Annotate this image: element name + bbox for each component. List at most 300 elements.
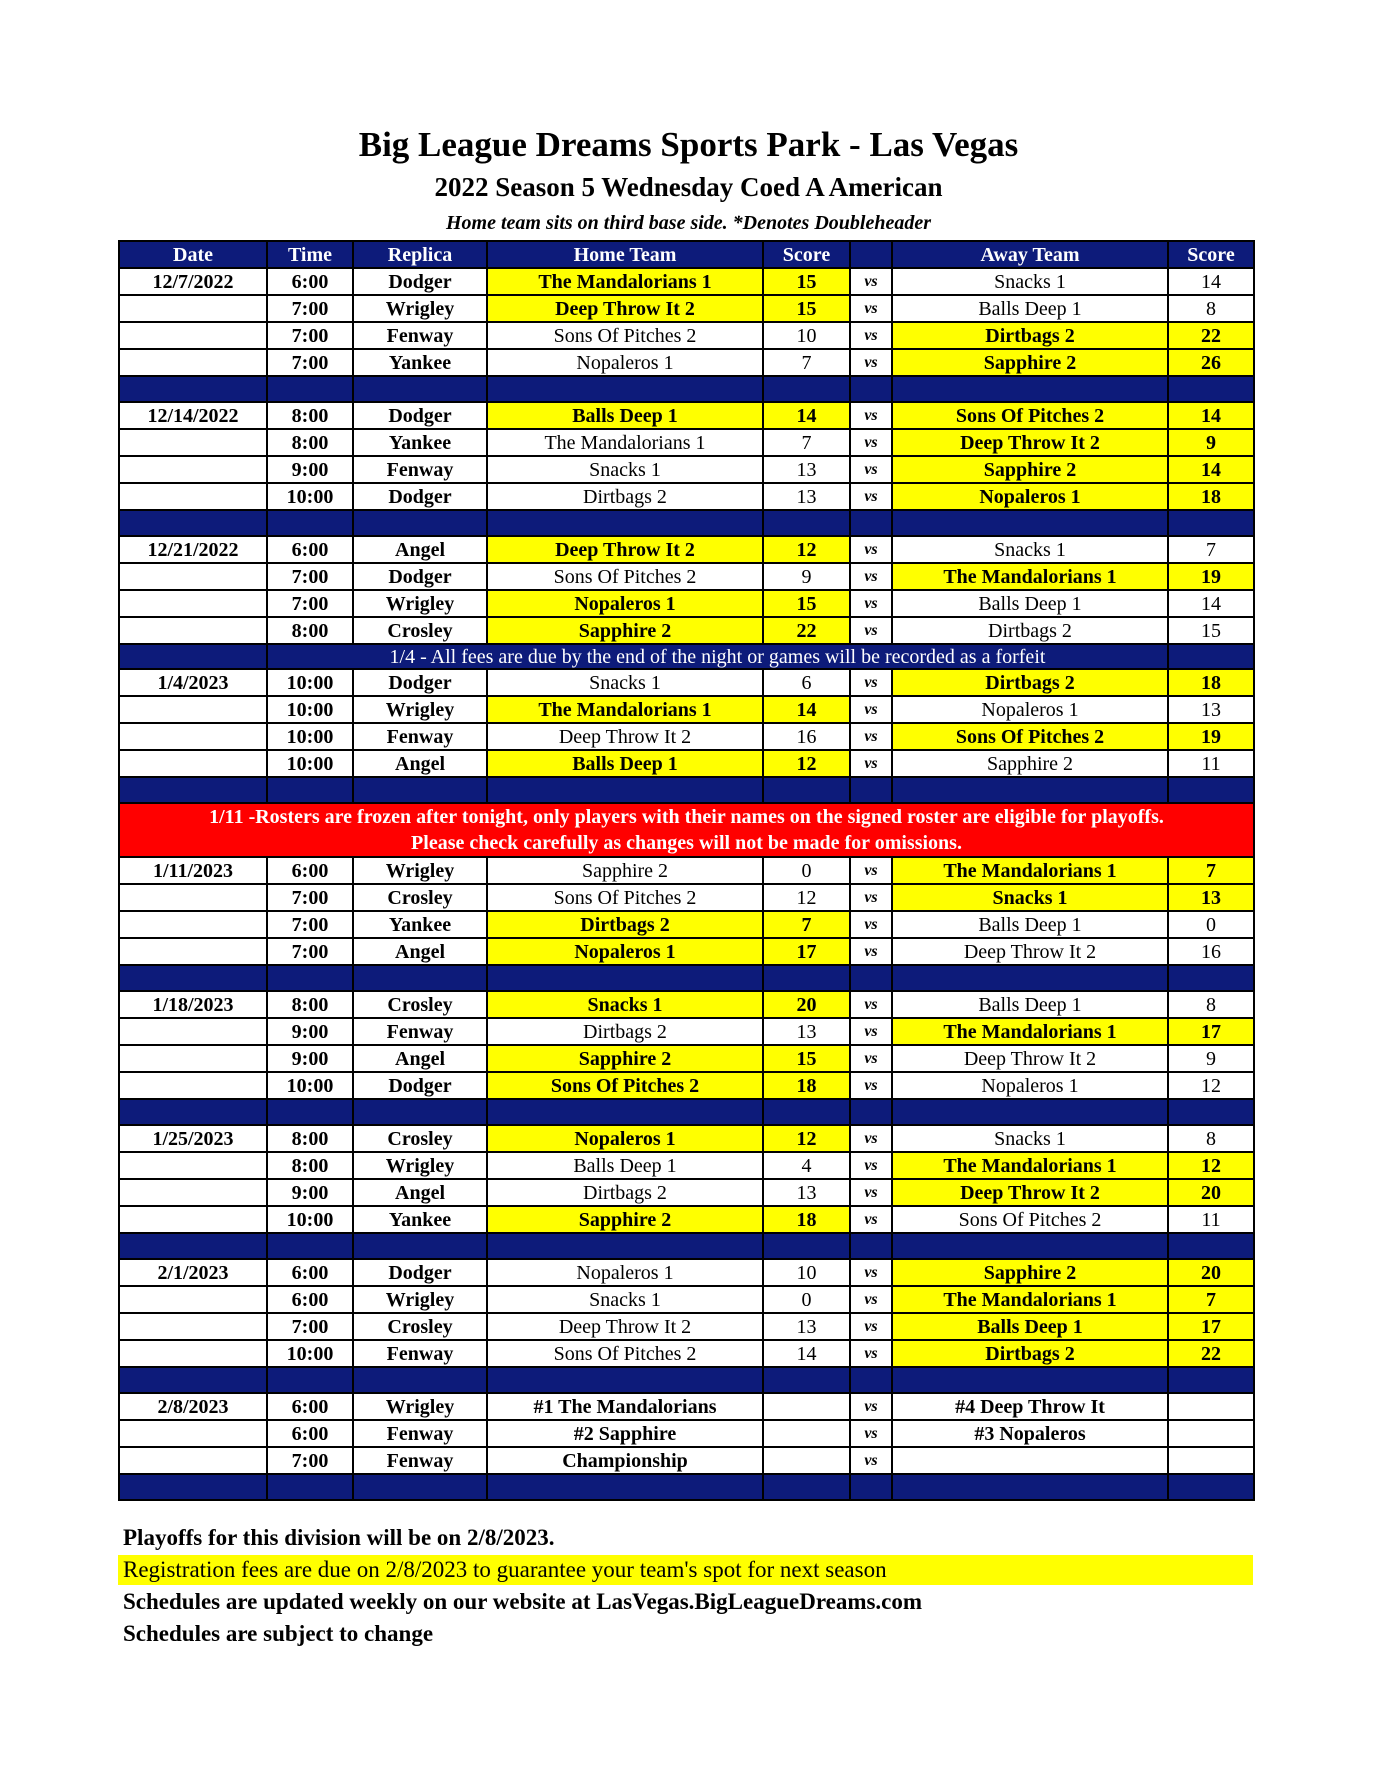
home-score: 13 xyxy=(763,456,850,483)
roster-alert-row xyxy=(119,803,1254,857)
away-team: Deep Throw It 2 xyxy=(892,938,1168,965)
away-score: 7 xyxy=(1168,1286,1254,1313)
away-score: 15 xyxy=(1168,617,1254,644)
away-team: Balls Deep 1 xyxy=(892,1313,1168,1340)
game-replica: Wrigley xyxy=(353,1393,487,1420)
separator-row xyxy=(119,1474,1254,1500)
game-row xyxy=(119,1045,1254,1072)
registration-note: Registration fees are due on 2/8/2023 to guarantee your team's spot for next season xyxy=(118,1555,1253,1585)
away-team: Sons Of Pitches 2 xyxy=(892,1206,1168,1233)
game-date xyxy=(119,1420,267,1447)
home-team: Nopaleros 1 xyxy=(487,590,763,617)
separator-cell xyxy=(267,376,353,402)
away-score: 7 xyxy=(1168,536,1254,563)
away-team: Dirtbags 2 xyxy=(892,669,1168,696)
away-score: 14 xyxy=(1168,402,1254,429)
away-team: Deep Throw It 2 xyxy=(892,1179,1168,1206)
col-home-score: Score xyxy=(763,241,850,268)
game-row xyxy=(119,884,1254,911)
separator-cell xyxy=(487,376,763,402)
home-team: Dirtbags 2 xyxy=(487,911,763,938)
home-score: 13 xyxy=(763,483,850,510)
game-row xyxy=(119,1018,1254,1045)
away-score: 16 xyxy=(1168,938,1254,965)
home-score: 13 xyxy=(763,1179,850,1206)
away-score: 11 xyxy=(1168,750,1254,777)
game-replica: Yankee xyxy=(353,1206,487,1233)
game-replica: Dodger xyxy=(353,483,487,510)
separator-cell xyxy=(1168,777,1254,803)
home-score: 14 xyxy=(763,696,850,723)
away-team: Nopaleros 1 xyxy=(892,696,1168,723)
vs-label: vs xyxy=(850,911,892,938)
away-team: #4 Deep Throw It xyxy=(892,1393,1168,1420)
separator-cell xyxy=(119,1233,267,1259)
separator-cell xyxy=(487,1099,763,1125)
home-score: 18 xyxy=(763,1206,850,1233)
home-score: 15 xyxy=(763,1045,850,1072)
game-time: 8:00 xyxy=(267,1152,353,1179)
home-score xyxy=(763,1393,850,1420)
separator-cell xyxy=(119,1367,267,1393)
game-row xyxy=(119,1286,1254,1313)
game-date: 1/18/2023 xyxy=(119,991,267,1018)
vs-label: vs xyxy=(850,402,892,429)
away-score: 14 xyxy=(1168,456,1254,483)
vs-label: vs xyxy=(850,268,892,295)
away-team: Sons Of Pitches 2 xyxy=(892,723,1168,750)
vs-label: vs xyxy=(850,884,892,911)
game-date xyxy=(119,1045,267,1072)
away-team: Nopaleros 1 xyxy=(892,483,1168,510)
game-replica: Angel xyxy=(353,938,487,965)
game-row xyxy=(119,322,1254,349)
vs-label: vs xyxy=(850,1018,892,1045)
separator-cell xyxy=(267,1233,353,1259)
game-date xyxy=(119,590,267,617)
game-time: 6:00 xyxy=(267,1393,353,1420)
vs-label: vs xyxy=(850,1286,892,1313)
game-date: 1/11/2023 xyxy=(119,857,267,884)
game-date xyxy=(119,1313,267,1340)
separator-cell xyxy=(353,1474,487,1500)
vs-label: vs xyxy=(850,349,892,376)
separator-cell xyxy=(1168,510,1254,536)
away-score: 8 xyxy=(1168,991,1254,1018)
game-time: 10:00 xyxy=(267,723,353,750)
schedule-body xyxy=(119,268,1254,1500)
game-row xyxy=(119,1447,1254,1474)
home-score: 15 xyxy=(763,268,850,295)
away-team: Deep Throw It 2 xyxy=(892,429,1168,456)
separator-cell xyxy=(892,1099,1168,1125)
vs-label: vs xyxy=(850,590,892,617)
game-time: 7:00 xyxy=(267,349,353,376)
game-row xyxy=(119,938,1254,965)
game-row xyxy=(119,429,1254,456)
home-score xyxy=(763,1447,850,1474)
game-replica: Dodger xyxy=(353,402,487,429)
vs-label: vs xyxy=(850,1447,892,1474)
game-date xyxy=(119,1152,267,1179)
away-team: Deep Throw It 2 xyxy=(892,1045,1168,1072)
vs-label: vs xyxy=(850,322,892,349)
game-replica: Yankee xyxy=(353,911,487,938)
away-score: 18 xyxy=(1168,483,1254,510)
col-time: Time xyxy=(267,241,353,268)
separator-cell xyxy=(850,376,892,402)
game-time: 7:00 xyxy=(267,590,353,617)
vs-label: vs xyxy=(850,483,892,510)
separator-cell xyxy=(487,965,763,991)
game-row xyxy=(119,1340,1254,1367)
game-row xyxy=(119,268,1254,295)
separator-cell xyxy=(487,1367,763,1393)
away-score: 22 xyxy=(1168,1340,1254,1367)
home-score: 18 xyxy=(763,1072,850,1099)
game-row xyxy=(119,750,1254,777)
game-replica: Wrigley xyxy=(353,696,487,723)
vs-label: vs xyxy=(850,1125,892,1152)
separator-cell xyxy=(1168,1233,1254,1259)
separator-row xyxy=(119,1099,1254,1125)
away-score xyxy=(1168,1447,1254,1474)
separator-cell xyxy=(267,965,353,991)
away-team: The Mandalorians 1 xyxy=(892,1286,1168,1313)
game-date xyxy=(119,884,267,911)
game-replica: Wrigley xyxy=(353,1286,487,1313)
game-time: 10:00 xyxy=(267,669,353,696)
game-row xyxy=(119,1420,1254,1447)
home-score: 6 xyxy=(763,669,850,696)
game-row xyxy=(119,1125,1254,1152)
home-score: 12 xyxy=(763,536,850,563)
home-score: 4 xyxy=(763,1152,850,1179)
game-replica: Fenway xyxy=(353,1018,487,1045)
game-row xyxy=(119,483,1254,510)
game-time: 10:00 xyxy=(267,696,353,723)
vs-label: vs xyxy=(850,1206,892,1233)
separator-cell xyxy=(850,1099,892,1125)
home-team: Nopaleros 1 xyxy=(487,349,763,376)
home-team: Sapphire 2 xyxy=(487,1045,763,1072)
game-row xyxy=(119,696,1254,723)
game-date xyxy=(119,456,267,483)
game-date xyxy=(119,617,267,644)
home-team: Balls Deep 1 xyxy=(487,750,763,777)
away-team: Snacks 1 xyxy=(892,268,1168,295)
separator-cell xyxy=(892,965,1168,991)
away-score xyxy=(1168,1420,1254,1447)
game-row xyxy=(119,617,1254,644)
game-replica: Wrigley xyxy=(353,857,487,884)
game-date: 2/1/2023 xyxy=(119,1259,267,1286)
away-team: Sapphire 2 xyxy=(892,750,1168,777)
separator-cell xyxy=(119,510,267,536)
game-row xyxy=(119,456,1254,483)
away-score: 19 xyxy=(1168,563,1254,590)
vs-label: vs xyxy=(850,456,892,483)
home-team: Dirtbags 2 xyxy=(487,1018,763,1045)
home-score: 13 xyxy=(763,1018,850,1045)
col-date: Date xyxy=(119,241,267,268)
separator-cell xyxy=(1168,644,1254,669)
separator-cell xyxy=(850,1367,892,1393)
game-replica: Angel xyxy=(353,1179,487,1206)
game-replica: Fenway xyxy=(353,1420,487,1447)
game-replica: Yankee xyxy=(353,349,487,376)
separator-cell xyxy=(850,510,892,536)
home-score xyxy=(763,1420,850,1447)
vs-label: vs xyxy=(850,617,892,644)
game-time: 8:00 xyxy=(267,429,353,456)
home-team: The Mandalorians 1 xyxy=(487,696,763,723)
game-time: 10:00 xyxy=(267,1340,353,1367)
game-replica: Dodger xyxy=(353,669,487,696)
home-team: Sons Of Pitches 2 xyxy=(487,1072,763,1099)
col-vs xyxy=(850,241,892,268)
separator-cell xyxy=(892,376,1168,402)
away-score: 19 xyxy=(1168,723,1254,750)
home-score: 9 xyxy=(763,563,850,590)
game-time: 8:00 xyxy=(267,991,353,1018)
game-replica: Angel xyxy=(353,750,487,777)
separator-cell xyxy=(267,1474,353,1500)
away-team: Balls Deep 1 xyxy=(892,295,1168,322)
game-date xyxy=(119,1018,267,1045)
page-subtitle: 2022 Season 5 Wednesday Coed A American xyxy=(434,172,943,202)
home-score: 14 xyxy=(763,402,850,429)
game-date xyxy=(119,483,267,510)
col-away-team: Away Team xyxy=(892,241,1168,268)
away-team: Balls Deep 1 xyxy=(892,991,1168,1018)
game-date xyxy=(119,723,267,750)
separator-cell xyxy=(487,1474,763,1500)
game-replica: Dodger xyxy=(353,563,487,590)
separator-row xyxy=(119,1233,1254,1259)
home-score: 12 xyxy=(763,750,850,777)
game-replica: Dodger xyxy=(353,1259,487,1286)
away-score: 17 xyxy=(1168,1018,1254,1045)
col-away-score: Score xyxy=(1168,241,1254,268)
home-score: 12 xyxy=(763,1125,850,1152)
game-date xyxy=(119,938,267,965)
away-score: 11 xyxy=(1168,1206,1254,1233)
away-score: 17 xyxy=(1168,1313,1254,1340)
game-row xyxy=(119,402,1254,429)
home-score: 7 xyxy=(763,911,850,938)
separator-cell xyxy=(267,1367,353,1393)
away-score: 26 xyxy=(1168,349,1254,376)
game-replica: Fenway xyxy=(353,1340,487,1367)
separator-cell xyxy=(353,510,487,536)
game-replica: Yankee xyxy=(353,429,487,456)
away-team: Balls Deep 1 xyxy=(892,590,1168,617)
away-team: Dirtbags 2 xyxy=(892,617,1168,644)
vs-label: vs xyxy=(850,536,892,563)
change-note: Schedules are subject to change xyxy=(123,1621,434,1646)
home-score: 13 xyxy=(763,1313,850,1340)
game-time: 6:00 xyxy=(267,1259,353,1286)
home-team: Snacks 1 xyxy=(487,1286,763,1313)
away-score: 12 xyxy=(1168,1152,1254,1179)
home-team: Deep Throw It 2 xyxy=(487,723,763,750)
home-team: Snacks 1 xyxy=(487,669,763,696)
game-date xyxy=(119,750,267,777)
separator-cell xyxy=(1168,965,1254,991)
away-score: 14 xyxy=(1168,268,1254,295)
game-replica: Wrigley xyxy=(353,1152,487,1179)
separator-cell xyxy=(763,1367,850,1393)
vs-label: vs xyxy=(850,295,892,322)
separator-cell xyxy=(850,1474,892,1500)
home-team: Dirtbags 2 xyxy=(487,1179,763,1206)
game-date: 12/14/2022 xyxy=(119,402,267,429)
game-time: 7:00 xyxy=(267,295,353,322)
game-time: 6:00 xyxy=(267,268,353,295)
game-date xyxy=(119,349,267,376)
home-score: 22 xyxy=(763,617,850,644)
home-team: #2 Sapphire xyxy=(487,1420,763,1447)
away-team: Dirtbags 2 xyxy=(892,322,1168,349)
separator-cell xyxy=(353,777,487,803)
vs-label: vs xyxy=(850,563,892,590)
game-row xyxy=(119,1179,1254,1206)
away-team: Sapphire 2 xyxy=(892,349,1168,376)
game-replica: Crosley xyxy=(353,884,487,911)
game-row xyxy=(119,1206,1254,1233)
game-replica: Angel xyxy=(353,1045,487,1072)
game-row xyxy=(119,1259,1254,1286)
separator-cell xyxy=(487,510,763,536)
separator-cell xyxy=(1168,1099,1254,1125)
game-date xyxy=(119,563,267,590)
game-replica: Dodger xyxy=(353,268,487,295)
game-date: 1/4/2023 xyxy=(119,669,267,696)
game-replica: Wrigley xyxy=(353,590,487,617)
game-date xyxy=(119,1179,267,1206)
home-team: Championship xyxy=(487,1447,763,1474)
away-team: The Mandalorians 1 xyxy=(892,1152,1168,1179)
game-time: 6:00 xyxy=(267,1286,353,1313)
home-team: Snacks 1 xyxy=(487,456,763,483)
vs-label: vs xyxy=(850,991,892,1018)
game-time: 7:00 xyxy=(267,938,353,965)
home-team: Deep Throw It 2 xyxy=(487,295,763,322)
vs-label: vs xyxy=(850,429,892,456)
game-date xyxy=(119,1206,267,1233)
away-score: 7 xyxy=(1168,857,1254,884)
separator-cell xyxy=(119,1099,267,1125)
separator-cell xyxy=(892,1367,1168,1393)
away-score: 9 xyxy=(1168,429,1254,456)
separator-cell xyxy=(763,965,850,991)
separator-cell xyxy=(119,965,267,991)
fees-notice: 1/4 - All fees are due by the end of the night or games will be recorded as a forfeit xyxy=(267,644,1168,669)
separator-cell xyxy=(763,510,850,536)
separator-cell xyxy=(353,376,487,402)
home-team: The Mandalorians 1 xyxy=(487,429,763,456)
game-row xyxy=(119,1393,1254,1420)
game-date xyxy=(119,429,267,456)
away-score xyxy=(1168,1393,1254,1420)
home-score: 10 xyxy=(763,1259,850,1286)
col-replica: Replica xyxy=(353,241,487,268)
game-date xyxy=(119,322,267,349)
separator-cell xyxy=(892,1233,1168,1259)
away-team: The Mandalorians 1 xyxy=(892,857,1168,884)
website-note: Schedules are updated weekly on our website at LasVegas.BigLeagueDreams.com xyxy=(123,1589,923,1614)
separator-cell xyxy=(892,777,1168,803)
away-score: 18 xyxy=(1168,669,1254,696)
game-time: 9:00 xyxy=(267,456,353,483)
away-team: Balls Deep 1 xyxy=(892,911,1168,938)
game-row xyxy=(119,349,1254,376)
home-score: 20 xyxy=(763,991,850,1018)
playoffs-note: Playoffs for this division will be on 2/8/2023. xyxy=(123,1525,555,1550)
separator-cell xyxy=(119,777,267,803)
home-score: 17 xyxy=(763,938,850,965)
home-team: Sapphire 2 xyxy=(487,1206,763,1233)
away-score: 20 xyxy=(1168,1259,1254,1286)
game-row xyxy=(119,295,1254,322)
home-team: Balls Deep 1 xyxy=(487,402,763,429)
separator-cell xyxy=(892,1474,1168,1500)
home-team: Sapphire 2 xyxy=(487,617,763,644)
game-replica: Wrigley xyxy=(353,295,487,322)
game-time: 8:00 xyxy=(267,402,353,429)
separator-cell xyxy=(850,965,892,991)
game-time: 9:00 xyxy=(267,1179,353,1206)
game-time: 10:00 xyxy=(267,1072,353,1099)
away-score: 13 xyxy=(1168,696,1254,723)
game-date: 12/7/2022 xyxy=(119,268,267,295)
away-score: 8 xyxy=(1168,295,1254,322)
vs-label: vs xyxy=(850,1152,892,1179)
game-replica: Fenway xyxy=(353,322,487,349)
game-replica: Dodger xyxy=(353,1072,487,1099)
vs-label: vs xyxy=(850,669,892,696)
vs-label: vs xyxy=(850,1340,892,1367)
separator-cell xyxy=(1168,1367,1254,1393)
home-team: Nopaleros 1 xyxy=(487,1125,763,1152)
home-team: #1 The Mandalorians xyxy=(487,1393,763,1420)
game-date xyxy=(119,1340,267,1367)
separator-row xyxy=(119,1367,1254,1393)
away-score: 12 xyxy=(1168,1072,1254,1099)
away-team: The Mandalorians 1 xyxy=(892,563,1168,590)
away-score: 20 xyxy=(1168,1179,1254,1206)
game-row xyxy=(119,1152,1254,1179)
game-row xyxy=(119,1072,1254,1099)
home-team: Deep Throw It 2 xyxy=(487,536,763,563)
game-date: 1/25/2023 xyxy=(119,1125,267,1152)
home-score: 15 xyxy=(763,590,850,617)
vs-label: vs xyxy=(850,750,892,777)
home-team: Nopaleros 1 xyxy=(487,1259,763,1286)
separator-row xyxy=(119,965,1254,991)
game-date xyxy=(119,911,267,938)
separator-cell xyxy=(353,1367,487,1393)
game-replica: Angel xyxy=(353,536,487,563)
game-time: 7:00 xyxy=(267,1447,353,1474)
separator-cell xyxy=(763,1099,850,1125)
game-row xyxy=(119,590,1254,617)
away-team: Sons Of Pitches 2 xyxy=(892,402,1168,429)
separator-cell xyxy=(119,376,267,402)
game-time: 6:00 xyxy=(267,857,353,884)
game-row xyxy=(119,857,1254,884)
